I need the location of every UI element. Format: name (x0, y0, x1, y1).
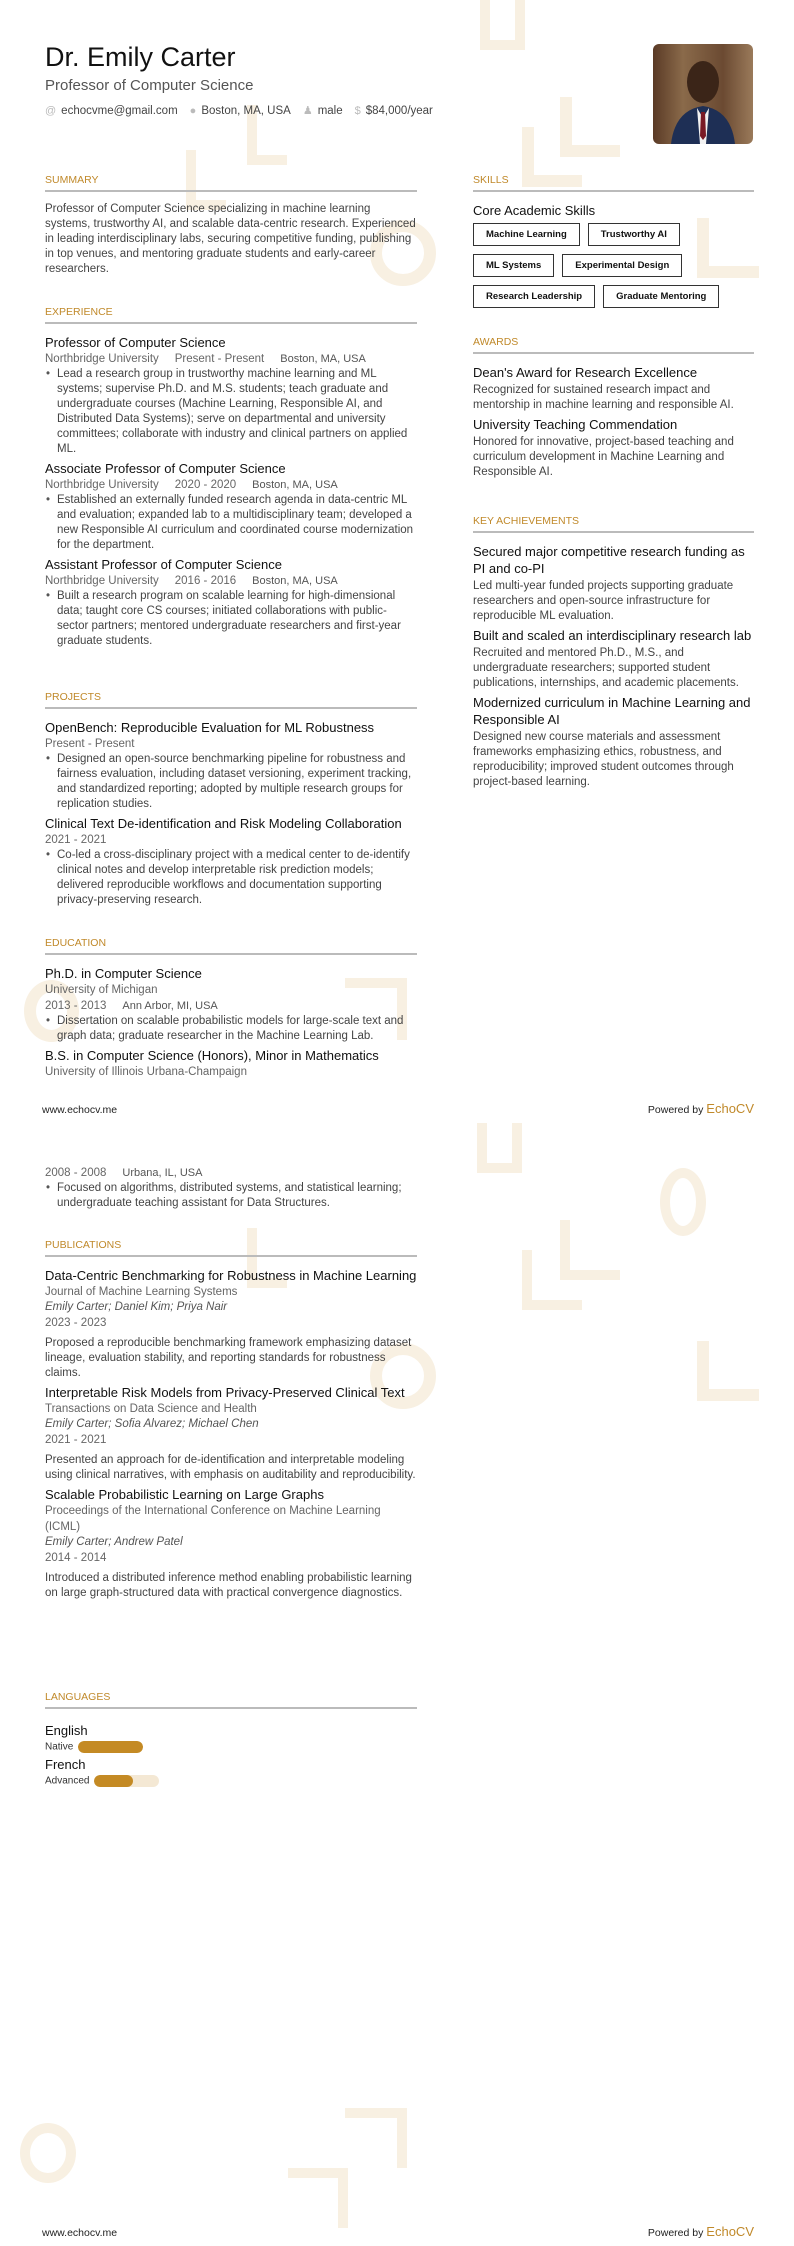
skill-group-title: Core Academic Skills (473, 203, 596, 218)
publication-summary: Proposed a reproducible benchmarking framework emphasizing dataset lineage, evaluation stability, and reporting standards for robustness claims. (45, 1337, 412, 1379)
profile-photo (653, 44, 753, 144)
publication-summary: Introduced a distributed inference method enabling probabilistic learning on large graph-structured data with practical convergence diagnostics. (45, 1572, 412, 1599)
job-bullet: • Lead a research group in trustworthy machine learning and ML systems; supervise Ph.D. and M.S. students; teach graduate and undergraduate courses (Machine Learning, Responsible AI, and Distributed Data Systems); serve on departmental and university committees; collaborate with industry and clinical partners on applied ML. (45, 367, 417, 457)
summary-section (45, 174, 417, 280)
job-title: Associate Professor of Computer Science (45, 461, 286, 476)
school: University of Michigan (45, 984, 158, 996)
decor-shape (20, 2123, 76, 2183)
brand-logo[interactable]: EchoCV (706, 1101, 754, 1116)
candidate-name: Dr. Emily Carter (45, 42, 236, 72)
dollar-icon: $ (354, 104, 361, 117)
contact-row (45, 104, 433, 117)
publications-section (45, 1239, 417, 1604)
publication-venue: Journal of Machine Learning Systems (45, 1286, 238, 1298)
publication-venue: Transactions on Data Science and Health (45, 1403, 257, 1415)
footer-powered (648, 1101, 754, 1116)
skill-tag: ML Systems (473, 254, 554, 277)
skill-tag: Machine Learning (473, 223, 580, 246)
award-text: Recognized for sustained research impact and mentorship in machine learning and responsible AI. (473, 384, 734, 411)
section-heading: EXPERIENCE (45, 306, 417, 324)
job-dates: Present - Present (174, 353, 265, 365)
achievement-text: Led multi-year funded projects supporting graduate researchers and open-source infrastructure for reproducible ML evaluation. (473, 580, 734, 622)
decor-shape (697, 1341, 759, 1401)
skill-tag: Experimental Design (562, 254, 682, 277)
publication-authors: Emily Carter; Andrew Patel (45, 1536, 183, 1548)
achievement-text: Recruited and mentored Ph.D., M.S., and undergraduate researchers; supported student publications, internships, and academic placements. (473, 647, 739, 689)
project-dates: 2021 - 2021 (45, 834, 107, 846)
job-dates: 2020 - 2020 (174, 479, 237, 491)
award-title: Dean's Award for Research Excellence (473, 365, 698, 380)
publication-dates: 2023 - 2023 (45, 1317, 107, 1329)
job-title: Assistant Professor of Computer Science (45, 557, 282, 572)
proficiency-bar (94, 1775, 159, 1787)
publication-authors: Emily Carter; Sofia Alvarez; Michael Chen (45, 1418, 259, 1430)
candidate-title: Professor of Computer Science (45, 77, 254, 94)
proficiency-bar (78, 1741, 143, 1753)
language-name: French (45, 1757, 86, 1772)
award-title: University Teaching Commendation (473, 417, 678, 432)
language-level: Native (45, 1741, 74, 1753)
school: University of Illinois Urbana-Champaign (45, 1066, 247, 1078)
education-section (45, 937, 417, 1080)
person-icon: ♟ (302, 105, 313, 117)
section-heading: LANGUAGES (45, 1691, 417, 1709)
brand-logo[interactable]: EchoCV (706, 2224, 754, 2239)
skill-tag: Graduate Mentoring (603, 285, 719, 308)
job-dates: 2016 - 2016 (174, 575, 237, 587)
contact-email[interactable]: echocvme@gmail.com (61, 104, 178, 117)
section-heading: KEY ACHIEVEMENTS (473, 515, 754, 533)
job-location: Boston, MA, USA (280, 353, 366, 365)
project-dates: Present - Present (45, 738, 135, 750)
publication-title: Scalable Probabilistic Learning on Large Graphs (45, 1487, 324, 1502)
project-bullet: • Co-led a cross-disciplinary project with a medical center to de-identify clinical notes and develop interpretable risk prediction models; delivered reproducible workflows and documentation supporting privacy-preserving research. (45, 848, 417, 908)
project-bullet: • Designed an open-source benchmarking pipeline for robustness and fairness evaluation, including dataset versioning, experiment tracking, and standardized reporting; adopted by multiple research groups for replication studies. (45, 752, 417, 812)
section-heading: AWARDS (473, 336, 754, 354)
publication-venue: Proceedings of the International Conference on Machine Learning (ICML) (45, 1505, 381, 1533)
job-bullet: • Established an externally funded research agenda in data-centric ML and evaluation; expanded lab to a multidisciplinary team; developed a new Responsible AI curriculum and coordinated course modernization for the department. (45, 493, 417, 553)
contact-gender: male (317, 105, 343, 117)
edu-location: Urbana, IL, USA (122, 1167, 203, 1179)
decor-shape (522, 1250, 582, 1310)
achievement-text: Designed new course materials and assessment frameworks emphasizing ethics, robustness, and reproducibility; improved student outcomes through project-based learning. (473, 731, 734, 788)
experience-section (45, 306, 417, 652)
edu-dates: 2008 - 2008 (45, 1167, 107, 1179)
award-text: Honored for innovative, project-based teaching and curriculum development in Machine Learning and Responsible AI. (473, 436, 734, 478)
language-name: English (45, 1723, 88, 1738)
languages-section (45, 1691, 417, 1787)
publication-summary: Presented an approach for de-identification and interpretable modeling using clinical narratives, with emphasis on auditability and reproducibility. (45, 1454, 416, 1481)
summary-text: Professor of Computer Science specializing in machine learning systems, trustworthy AI, and scalable data-centric research. Experienced in leading interdisciplinary labs, securing competitive funding, publishing in top venues, and mentoring graduate students and early-career researchers. (45, 203, 416, 275)
section-heading: PROJECTS (45, 691, 417, 709)
decor-shape (288, 2168, 348, 2228)
publication-title: Interpretable Risk Models from Privacy-Preserved Clinical Text (45, 1385, 405, 1400)
job-location: Boston, MA, USA (252, 479, 338, 491)
decor-shape (480, 0, 525, 50)
footer-site-link[interactable]: www.echocv.me (42, 2227, 118, 2239)
publication-dates: 2021 - 2021 (45, 1434, 107, 1446)
projects-section (45, 691, 417, 911)
skills-section (473, 174, 754, 308)
contact-location: Boston, MA, USA (201, 104, 291, 117)
project-title: OpenBench: Reproducible Evaluation for ML Robustness (45, 720, 375, 735)
decor-shape (345, 2108, 407, 2168)
section-heading: SKILLS (473, 174, 754, 192)
job-title: Professor of Computer Science (45, 335, 226, 350)
proficiency-fill (78, 1741, 143, 1753)
footer-site-link[interactable]: www.echocv.me (42, 1104, 118, 1116)
experience-item (45, 334, 417, 457)
language-item (45, 1719, 235, 1753)
location-pin-icon: ● (189, 104, 197, 117)
footer-powered (648, 2224, 754, 2239)
edu-location: Ann Arbor, MI, USA (122, 1000, 218, 1012)
experience-item (45, 556, 417, 649)
decor-shape (660, 1168, 706, 1236)
job-location: Boston, MA, USA (252, 575, 338, 587)
powered-by-label: Powered by (647, 1104, 704, 1116)
awards-section (473, 336, 754, 483)
edu-bullet: • Dissertation on scalable probabilistic models for large-scale text and graph data; graduate researcher in the Machine Learning Lab. (45, 1014, 417, 1044)
email-icon: @ (45, 104, 57, 117)
contact-salary: $84,000/year (365, 104, 433, 117)
achievement-title: Secured major competitive research funding as PI and co-PI (473, 544, 745, 576)
education-continued (45, 1165, 417, 1214)
employer: Northbridge University (45, 575, 159, 587)
section-heading: SUMMARY (45, 174, 417, 192)
achievement-title: Built and scaled an interdisciplinary research lab (473, 628, 752, 643)
publication-dates: 2014 - 2014 (45, 1552, 107, 1564)
publication-authors: Emily Carter; Daniel Kim; Priya Nair (45, 1301, 228, 1313)
edu-dates: 2013 - 2013 (45, 1000, 107, 1012)
skill-tag: Research Leadership (473, 285, 595, 308)
language-item (45, 1753, 235, 1787)
section-heading: PUBLICATIONS (45, 1239, 417, 1257)
experience-item (45, 460, 417, 553)
publication-title: Data-Centric Benchmarking for Robustness in Machine Learning (45, 1268, 417, 1283)
skill-tags (473, 223, 743, 308)
degree: B.S. in Computer Science (Honors), Minor in Mathematics (45, 1048, 379, 1063)
proficiency-fill (94, 1775, 133, 1787)
skill-tag: Trustworthy AI (588, 223, 680, 246)
powered-by-label: Powered by (647, 2227, 704, 2239)
language-level: Advanced (45, 1775, 90, 1787)
resume-page-2 (0, 1123, 794, 2246)
employer: Northbridge University (45, 479, 159, 491)
project-title: Clinical Text De-identification and Risk Modeling Collaboration (45, 816, 402, 831)
achievement-title: Modernized curriculum in Machine Learning and Responsible AI (473, 695, 751, 727)
degree: Ph.D. in Computer Science (45, 966, 202, 981)
employer: Northbridge University (45, 353, 159, 365)
decor-shape (477, 1123, 522, 1173)
job-bullet: • Built a research program on scalable learning for high-dimensional data; taught core CS courses; initiated collaborations with public-sector partners; mentored undergraduate researchers and first-year graduate students. (45, 589, 417, 649)
achievements-section (473, 515, 754, 793)
edu-bullet: • Focused on algorithms, distributed systems, and statistical learning; undergraduate teaching assistant for Data Structures. (45, 1181, 417, 1211)
section-heading: EDUCATION (45, 937, 417, 955)
